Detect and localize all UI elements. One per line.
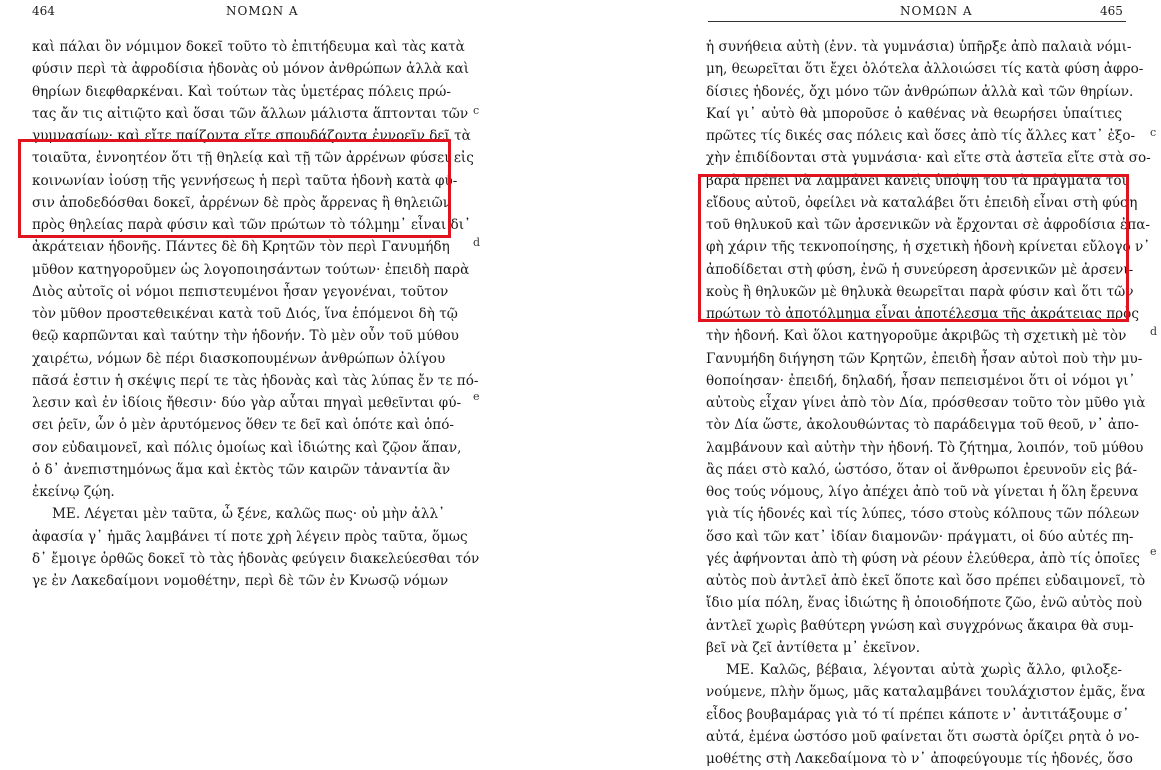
text-line: δίσιες ἡδονές, ὄχι μόνο τῶν ἀνθρώπων ἀλλὰ καὶ τῶν θηρίων. <box>706 83 1134 100</box>
text-line: γές ἀφήνονται ἀπὸ τὴ φύση νὰ ρέουν ἐλεύθερα, ἀπὸ τίς ὁποῖες <box>706 550 1140 567</box>
header-rule <box>708 21 1126 22</box>
text-line: εἴδους αὐτοῦ, ὀφείλει νὰ καταλάβει ὅτι ἐπειδὴ εἶναι στὴ φύση <box>706 194 1138 211</box>
text-line: λαμβάνουν καὶ αὐτὴν τὴν ἡδονή. Τὸ ζήτημα, λοιπόν, τοῦ μύθου <box>706 439 1144 456</box>
text-line: χὴν ἐπιδίδονται στὰ γυμνάσια· καὶ εἴτε στὰ ἀστεῖα εἴτε στὰ σο- <box>706 150 1151 167</box>
text-line: καὶ πάλαι ὂν νόμιμον δοκεῖ τοῦτο τὸ ἐπιτήδευμα καὶ τὰς κατὰ <box>32 39 465 55</box>
margin-mark: e <box>1150 545 1157 558</box>
text-line: χαιρέτω, νόμων δὲ πέρι διασκοπουμένων ἀνθρώπων ὀλίγου <box>32 350 446 367</box>
text-line: πρώτων τὸ ἀποτόλμημα εἶναι ἀποτέλεσμα τῆς ἀκράτειας πρὸς <box>706 306 1139 322</box>
margin-mark: c <box>1150 126 1157 139</box>
margin-mark: d <box>1150 325 1158 338</box>
text-line: ἀφασία γ᾽ ἡμᾶς λαμβάνει τί ποτε χρὴ λέγειν πρὸς ταῦτα, ὅμως <box>32 528 468 545</box>
text-line: λεσιν καὶ ἐν ἰδίοις ἤθεσιν· δύο γὰρ αὗται πηγαὶ μεθεῖνται φύ- <box>32 395 462 411</box>
text-line: τοῦ θηλυκοῦ καὶ τῶν ἀρσενικῶν νὰ ἔρχονται σὲ ἀφροδίσια ἐπα- <box>706 217 1151 233</box>
text-line: δ᾽ ἔμοιγε ὀρθῶς δοκεῖ τὸ τὰς ἡδονὰς φεύγειν διακελεύεσθαι τόν <box>32 550 480 567</box>
text-line: εἶδος βουβαμάρας γιὰ τό τί πρέπει κάποτε ν᾽ ἀντιτάξουμε σ᾽ <box>706 706 1130 723</box>
text-line: φὴ χάριν τῆς τεκνοποίησης, ἡ σχετικὴ ἡδονὴ κρίνεται εὔλογο ν᾽ <box>706 239 1151 256</box>
text-line: γυμνασίων· καὶ εἴτε παίζοντα εἴτε σπουδάζοντα ἐννοεῖν δεῖ τὰ <box>32 128 471 144</box>
text-line: Διὸς αὐτοῖς οἱ νόμοι πεπιστευμένοι ἦσαν γεγονέναι, τοῦτον <box>32 283 449 300</box>
margin-mark: e <box>473 390 480 403</box>
text-line: γε ἐν Λακεδαίμονι νομοθέτην, περὶ δὲ τῶν ἐν Κνωσῷ νόμων <box>32 573 449 589</box>
right-page <box>580 0 1161 767</box>
text-line: ἀντλεῖ χωρὶς βαθύτερη γνώση καὶ συγχρόνως ἄκαιρα θὰ συμ- <box>706 617 1134 634</box>
text-line: θεῷ καρπῶνται καὶ ταύτην τὴν ἡδονήν. Τὸ μὲν οὖν τοῦ μύθου <box>32 328 459 345</box>
margin-mark: c <box>473 104 480 117</box>
text-line: τας ἄν τις αἰτιῷτο καὶ ὅσαι τῶν ἄλλων μάλιστα ἅπτονται τῶν <box>32 105 469 122</box>
page-number: 465 <box>1100 4 1123 18</box>
right-text-column <box>706 36 1151 770</box>
text-line: βεῖ νὰ ζεῖ ἀντίθετα μ᾽ ἐκεῖνον. <box>706 639 921 656</box>
text-line: Γανυμήδη διήγηση τῶν Κρητῶν, ἐπειδὴ ἦσαν αὐτοὶ ποὺ τὴν μυ- <box>706 350 1143 367</box>
text-line: αὐτοὺς εἶχαν γίνει ἀπὸ τὸν Δία, πρόσθεσαν τοῦτο τὸν μῦθο γιὰ <box>706 395 1146 411</box>
text-line: τὸν μῦθον προστεθεικέναι κατὰ τοῦ Διός, ἵνα ἑπόμενοι δὴ τῷ <box>32 306 458 322</box>
text-line: ἀποδίδεται στὴ φύση, ἐνῶ ἡ συνεύρεση ἀρσενικῶν μὲ ἀρσενι- <box>706 261 1134 278</box>
text-line: τὸν Δία ὥστε, ἀκολουθώντας τὸ παράδειγμα τοῦ θεοῦ, ν᾽ ἀπο- <box>706 417 1139 434</box>
text-line: πᾶσά ἐστιν ἡ σκέψις περί τε τὰς ἡδονὰς καὶ τὰς λύπας ἔν τε πό- <box>32 372 479 389</box>
text-line: ἂς πάει στὸ καλό, ὡστόσο, ὅταν οἱ ἄνθρωποι ἐρευνοῦν εἰς βά- <box>706 461 1138 478</box>
text-line: ἴδιο μία πόλη, ἕνας ἰδιώτης ἢ ὁποιοδήποτε ζῶο, ἐνῶ αὐτὸς ποὺ <box>706 595 1143 612</box>
text-line: γιὰ τίς ἡδονές καὶ τίς λύπες, τόσο στοὺς κόλπους τῶν πόλεων <box>706 506 1140 523</box>
text-line: τὴν ἡδονή. Καὶ ὅλοι κατηγοροῦμε ἀκριβῶς τὴ σχετικὴ μὲ τὸν <box>706 328 1127 345</box>
text-line: ΜΕ. Λέγεται μὲν ταῦτα, ὦ ξένε, καλῶς πως· οὐ μὴν ἀλλ᾽ <box>52 506 445 523</box>
text-line: θοποίησαν· ἐπειδή, δηλαδή, ἦσαν πεπεισμένοι ὅτι οἱ νόμοι γι᾽ <box>706 372 1136 389</box>
margin-mark: d <box>473 236 481 249</box>
text-line: αὐτὸς ποὺ ἀντλεῖ ἀπὸ ἐκεῖ ὅποτε καὶ ὅσο πρέπει εὐδαιμονεῖ, τὸ <box>706 573 1146 589</box>
text-line: Καί γι᾽ αὐτὸ θὰ μποροῦσε ὁ καθένας νὰ θεωρήσει ὑπαίτιες <box>706 105 1122 122</box>
text-line: ὅσο καὶ τῶν κατ᾽ ἰδίαν διαμονῶν· πράγματι, οἱ δύο αὐτές πη- <box>706 528 1134 545</box>
text-line: φύσιν περὶ τὰ ἀφροδίσια ἡδονὰς οὐ μόνον ἀνθρώπων ἀλλὰ καὶ <box>32 61 470 78</box>
left-page <box>0 0 580 726</box>
running-title: ΝΟΜΩΝ Α <box>900 4 973 18</box>
text-line: σιν ἀποδεδόσθαι δοκεῖ, ἀρρένων δὲ πρὸς ἄρρενας ἢ θηλειῶν <box>32 194 451 211</box>
text-line: ὁ δ᾽ ἀνεπιστημόνως ἅμα καὶ ἐκτὸς τῶν καιρῶν τἀναντία ἂν <box>32 461 451 478</box>
text-line: πρὸς θηλείας παρὰ φύσιν καὶ τῶν πρώτων τὸ τόλμημ᾽ εἶναι δι᾽ <box>32 217 471 233</box>
text-line: πρῶτες τίς δικές σας πόλεις καὶ ὅσες ἀπὸ τίς ἄλλες κατ᾽ ἐξο- <box>706 128 1136 144</box>
text-line: θηρίων διεφθαρκέναι. Καὶ τούτων τὰς ὑμετέρας πόλεις πρώ- <box>32 83 451 100</box>
text-line: βαρὰ πρέπει νὰ λαμβάνει κανεὶς ὑπόψη του τὰ πράγματα τοῦ <box>706 172 1130 189</box>
text-line: θος τούς νόμους, λίγο ἀπέχει ἀπὸ τοῦ νὰ γίνεται ἡ ὅλη ἔρευνα <box>706 484 1139 500</box>
text-line: ΜΕ. Καλῶς, βέβαια, λέγονται αὐτὰ χωρὶς ἄλλο, φιλοξε- <box>726 662 1122 678</box>
text-line: μῦθον κατηγοροῦμεν ὡς λογοποιησάντων τούτων· ἐπειδὴ παρὰ <box>32 261 470 278</box>
text-line: κοινωνίαν ἰούσῃ τῆς γεννήσεως ἡ περὶ ταῦτα ἡδονὴ κατὰ φύ- <box>32 172 458 189</box>
text-line: μη, θεωρεῖται ὅτι ἔχει ὁλότελα ἀλλοιώσει τίς κατὰ φύση ἀφρο- <box>706 61 1144 78</box>
text-line: μοθέτης στὴ Λακεδαίμονα τὸ ν᾽ ἀποφεύγουμε τίς ἡδονές, ὅσο <box>706 751 1133 767</box>
text-line: κοὺς ἢ θηλυκῶν μὲ θηλυκὰ θεωρεῖται παρὰ φύσιν καὶ ὅτι τῶν <box>706 283 1134 300</box>
text-line: ἀκράτειαν ἡδονῆς. Πάντες δὲ δὴ Κρητῶν τὸν περὶ Γανυμήδη <box>32 239 450 256</box>
page-number: 464 <box>32 4 55 18</box>
text-line: τοιαῦτα, ἐννοητέον ὅτι τῇ θηλείᾳ καὶ τῇ τῶν ἀρρένων φύσει εἰς <box>32 150 474 167</box>
text-line: ἐκείνῳ ζῴη. <box>32 484 115 500</box>
text-line: σον εὐδαιμονεῖ, καὶ πόλις ὁμοίως καὶ ἰδιώτης καὶ ζῷον ἅπαν, <box>32 439 462 456</box>
text-line: σει ῥεῖν, ὧν ὁ μὲν ἀρυτόμενος ὅθεν τε δεῖ καὶ ὁπότε καὶ ὁπό- <box>32 417 455 434</box>
text-line: ἡ συνήθεια αὐτὴ (ἐνν. τὰ γυμνάσια) ὑπῆρξε ἀπὸ παλαιὰ νόμι- <box>706 39 1132 55</box>
text-line: νούμενε, πλὴν ὅμως, μᾶς καταλαμβάνει τουλάχιστον ἐμᾶς, ἕνα <box>706 684 1146 701</box>
running-title: ΝΟΜΩΝ Α <box>226 4 299 18</box>
text-line: αὐτά, ἐμένα ὡστόσο μοῦ φαίνεται ὅτι σωστὰ ὁρίζει ρητὰ ὁ νο- <box>706 728 1140 745</box>
left-text-column <box>32 36 480 592</box>
